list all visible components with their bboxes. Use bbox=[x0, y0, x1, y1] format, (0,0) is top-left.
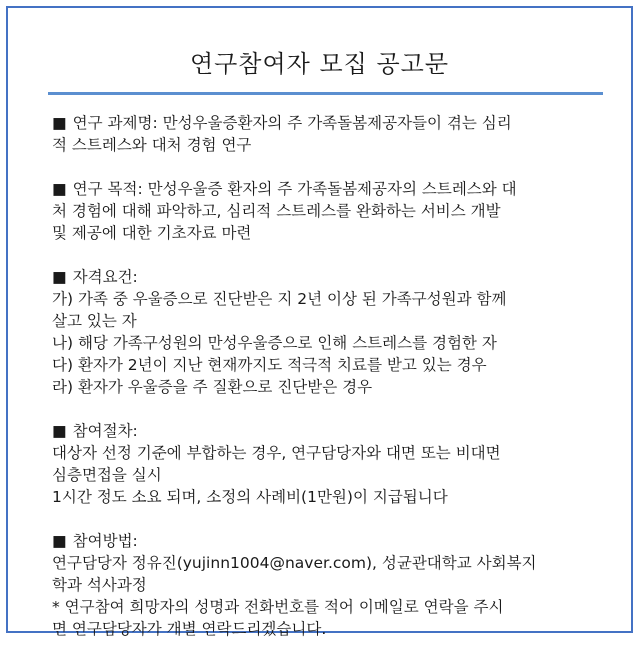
section-line: 1시간 정도 소요 되며, 소정의 사례비(1만원)이 지급됩니다 bbox=[52, 488, 448, 506]
bullet-icon: ■ bbox=[52, 114, 67, 132]
bullet-icon: ■ bbox=[52, 268, 67, 286]
bullet-icon: ■ bbox=[52, 422, 67, 440]
section-line: * 연구참여 희망자의 성명과 전화번호를 적어 이메일로 연락을 주시 bbox=[52, 598, 504, 616]
section-line: 나) 해당 가족구성원의 만성우울증으로 인해 스트레스를 경험한 자 bbox=[52, 334, 497, 352]
section-heading-text: 참여방법: bbox=[72, 532, 138, 550]
contact-line: 연구담당자 정유진(yujinn1004@naver.com), 성균관대학교 사회복지 bbox=[52, 554, 537, 572]
section-line: 면 연구담당자가 개별 연락드리겠습니다. bbox=[52, 620, 327, 638]
notice-body bbox=[52, 112, 612, 662]
section-how-to-participate bbox=[52, 530, 612, 640]
section-line bbox=[52, 178, 612, 200]
section-line: 학과 석사과정 bbox=[52, 576, 147, 594]
section-heading-text: 자격요건: bbox=[72, 268, 138, 286]
section-research-purpose bbox=[52, 178, 612, 244]
section-line: 및 제공에 대한 기초자료 마련 bbox=[52, 224, 252, 242]
section-line: 처 경험에 대해 파악하고, 심리적 스트레스를 완화하는 서비스 개발 bbox=[52, 202, 501, 220]
section-line: 적 스트레스와 대처 경험 연구 bbox=[52, 136, 252, 154]
section-heading bbox=[52, 420, 612, 442]
section-heading-text: 참여절차: bbox=[72, 422, 138, 440]
section-line bbox=[52, 112, 612, 134]
section-line: 다) 환자가 2년이 지난 현재까지도 적극적 치료를 받고 있는 경우 bbox=[52, 356, 487, 374]
section-line: 라) 환자가 우울증을 주 질환으로 진단받은 경우 bbox=[52, 378, 373, 396]
section-eligibility bbox=[52, 266, 612, 398]
section-line: 살고 있는 자 bbox=[52, 312, 137, 330]
section-line-text: 연구 목적: 만성우울증 환자의 주 가족돌봄제공자의 스트레스와 대 bbox=[72, 180, 517, 198]
notice-title: 연구참여자 모집 공고문 bbox=[189, 50, 450, 78]
section-line-text: 연구 과제명: 만성우울증환자의 주 가족돌봄제공자들이 겪는 심리 bbox=[72, 114, 512, 132]
section-line: 대상자 선정 기준에 부합하는 경우, 연구담당자와 대면 또는 비대면 bbox=[52, 444, 501, 462]
bullet-icon: ■ bbox=[52, 532, 67, 550]
section-research-title bbox=[52, 112, 612, 156]
section-line: 가) 가족 중 우울증으로 진단받은 지 2년 이상 된 가족구성원과 함께 bbox=[52, 290, 507, 308]
section-heading bbox=[52, 266, 612, 288]
section-procedure bbox=[52, 420, 612, 508]
bullet-icon: ■ bbox=[52, 180, 67, 198]
title-divider bbox=[48, 92, 603, 95]
recruitment-notice bbox=[6, 6, 633, 638]
section-line: 심층면접을 실시 bbox=[52, 466, 162, 484]
section-heading bbox=[52, 530, 612, 552]
